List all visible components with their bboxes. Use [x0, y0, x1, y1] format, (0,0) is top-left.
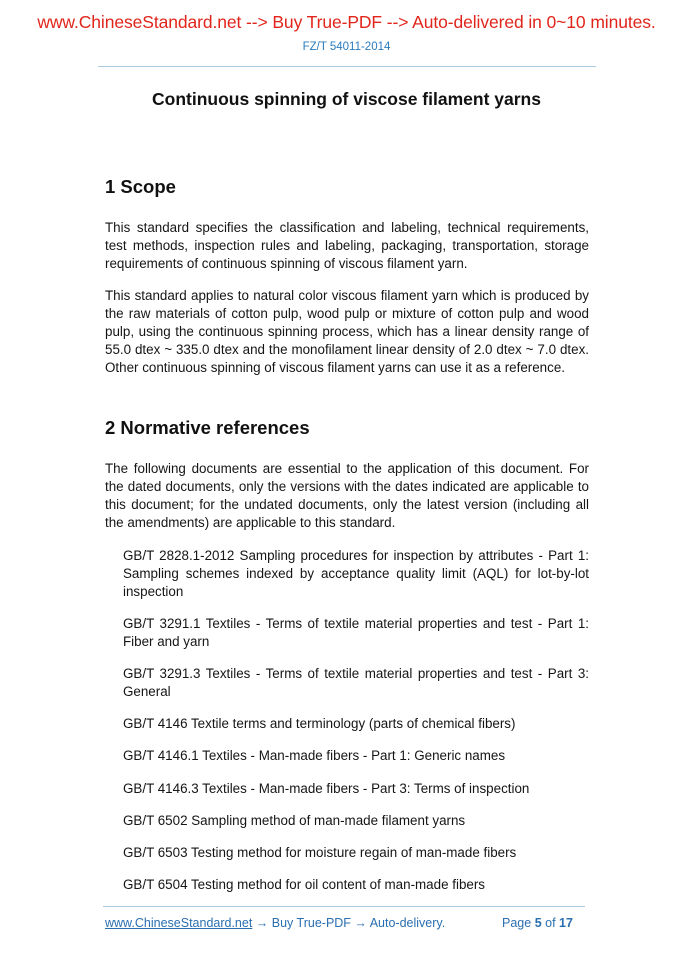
reference-item: GB/T 6502 Sampling method of man-made filament yarns: [123, 813, 466, 828]
normative-intro-paragraph: The following documents are essential to the application of this document. For the dated documents, only the versions with the dates indicated are applicable to this document; for the undated documents, only the latest version (including all the amendments) are applicable to this standard.: [105, 461, 589, 530]
section-heading-scope: 1 Scope: [105, 176, 176, 197]
reference-item: GB/T 3291.1 Textiles - Terms of textile material properties and test - Part 1: Fiber and yarn: [123, 616, 589, 649]
standard-code: FZ/T 54011-2014: [302, 41, 391, 53]
page-total: 17: [559, 916, 573, 930]
page-current: 5: [534, 916, 542, 930]
reference-item: GB/T 2828.1-2012 Sampling procedures for inspection by attributes - Part 1: Sampling schemes indexed by acceptance quality limit (AQL) for lot-by-lot inspection: [123, 548, 589, 599]
page-label: Page: [502, 916, 532, 930]
document-title: Continuous spinning of viscose filament yarns: [152, 89, 541, 109]
top-banner[interactable]: www.ChineseStandard.net --> Buy True-PDF --> Auto-delivered in 0~10 minutes.: [37, 12, 656, 32]
reference-item: GB/T 6503 Testing method for moisture regain of man-made fibers: [123, 845, 517, 860]
footer-promo: [105, 916, 445, 930]
reference-item: GB/T 4146 Textile terms and terminology (parts of chemical fibers): [123, 716, 516, 731]
header-divider: [98, 66, 596, 67]
section-heading-normative-references: 2 Normative references: [105, 417, 310, 438]
footer-site-link[interactable]: www.ChineseStandard.net: [105, 916, 253, 930]
page-of-label: of: [545, 916, 556, 930]
reference-item: GB/T 4146.1 Textiles - Man-made fibers - Part 1: Generic names: [123, 748, 506, 763]
footer-tagline: → Buy True-PDF → Auto-delivery.: [252, 916, 446, 930]
reference-item: GB/T 6504 Testing method for oil content of man-made fibers: [123, 877, 485, 892]
reference-item: GB/T 4146.3 Textiles - Man-made fibers - Part 3: Terms of inspection: [123, 781, 530, 796]
scope-paragraph-1: This standard specifies the classification and labeling, technical requirements, test methods, inspection rules and labeling, packaging, transportation, storage requirements of continuous spinning of viscous filament yarn.: [105, 220, 589, 271]
scope-paragraph-2: This standard applies to natural color viscous filament yarn which is produced by the raw materials of cotton pulp, wood pulp or mixture of cotton pulp and wood pulp, using the continuous spinning process, which has a linear density range of 55.0 dtex ~ 335.0 dtex and the monofilament linear density of 2.0 dtex ~ 7.0 dtex. Other continuous spinning of viscous filament yarns can use it as a reference.: [105, 288, 589, 375]
footer-divider: [103, 906, 585, 907]
page-indicator: [502, 916, 573, 930]
reference-item: GB/T 3291.3 Textiles - Terms of textile material properties and test - Part 3: General: [123, 666, 589, 699]
